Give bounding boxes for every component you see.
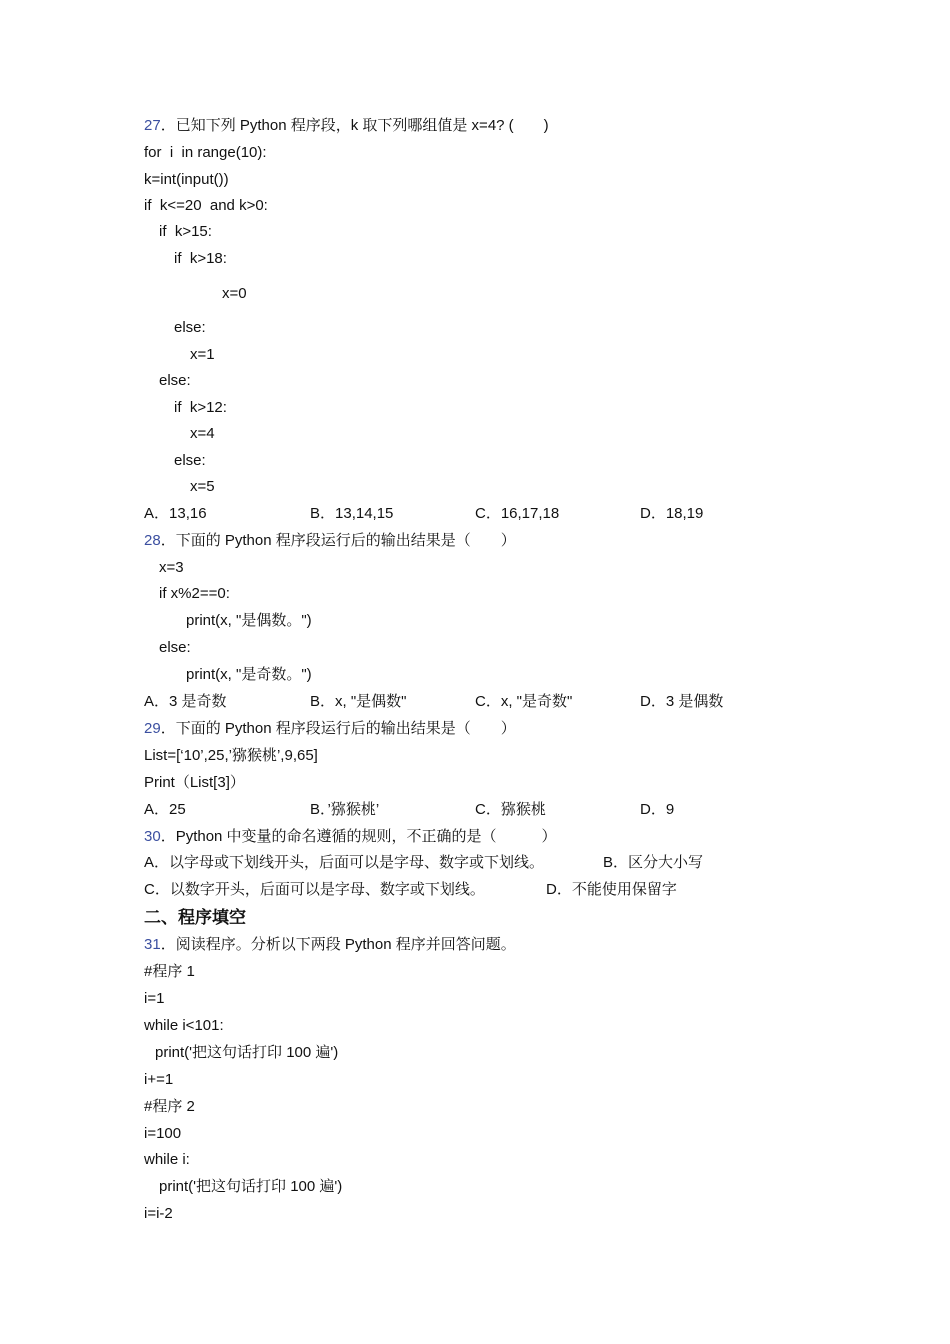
q27-option-a: A．13,16 — [144, 505, 207, 522]
q31-code-line: #程序 2 — [144, 1098, 195, 1115]
q30-number: 30 — [144, 828, 161, 845]
q27-option-d: D．18,19 — [640, 505, 704, 522]
q27-code-line: for i in range(10): — [144, 144, 267, 161]
q27-number: 27 — [144, 117, 161, 134]
q31-number: 31 — [144, 936, 161, 953]
q27-option-c: C．16,17,18 — [475, 505, 560, 522]
q30-stem-text: ．Python 中变量的命名遵循的规则，不正确的是（ ） — [160, 828, 557, 845]
q28-option-c: C．x, "是奇数" — [475, 693, 573, 710]
q30-option-a: A．以字母或下划线开头，后面可以是字母、数字或下划线。 — [144, 854, 545, 871]
q28-code-line: else: — [159, 639, 191, 656]
q29-option-a: A．25 — [144, 801, 186, 818]
q28-code-line: x=3 — [159, 559, 184, 576]
q31-code-line: while i<101: — [144, 1017, 224, 1034]
q27-code-line: if k>18: — [174, 250, 227, 267]
q29-code-line: List=[‘10’,25,’猕猴桃’,9,65] — [144, 747, 318, 764]
q31-code-line: #程序 1 — [144, 963, 195, 980]
q27-code-line: x=0 — [222, 285, 247, 302]
q31-stem-text: ．阅读程序。分析以下两段 Python 程序并回答问题。 — [160, 936, 516, 953]
q30-stem — [144, 827, 557, 847]
q31-code-line: i=i-2 — [144, 1205, 173, 1222]
q29-stem — [144, 719, 516, 739]
section-heading: 二、程序填空 — [144, 908, 246, 927]
q29-option-c: C．猕猴桃 — [475, 801, 546, 818]
q31-code-line: i=100 — [144, 1125, 182, 1142]
q28-code-line: print(x, "是偶数。") — [186, 612, 312, 629]
q28-option-a: A．3 是奇数 — [144, 693, 227, 710]
q29-stem-text: ．下面的 Python 程序段运行后的输出结果是（ ） — [160, 720, 516, 737]
q30-option-d: D．不能使用保留字 — [546, 881, 677, 898]
q29-option-b: B．’猕猴桃’ — [310, 801, 380, 818]
q31-stem — [144, 935, 516, 955]
q30-option-c: C．以数字开头，后面可以是字母、数字或下划线。 — [144, 881, 485, 898]
q27-stem-text: ．已知下列 Python 程序段，k 取下列哪组值是 x=4? ( ) — [160, 117, 549, 134]
q31-code-line: i+=1 — [144, 1071, 174, 1088]
q27-code-line: if k>15: — [159, 223, 212, 240]
q28-option-d: D．3 是偶数 — [640, 693, 724, 710]
q29-option-d: D．9 — [640, 801, 675, 818]
q27-code-line: else: — [174, 319, 206, 336]
q28-code-line: if x%2==0: — [159, 585, 230, 602]
q28-option-b: B．x, "是偶数" — [310, 693, 407, 710]
q27-code-line: x=4 — [190, 425, 215, 442]
q27-code-line: else: — [174, 452, 206, 469]
q27-code-line: x=1 — [190, 346, 215, 363]
q27-code-line: k=int(input()) — [144, 171, 229, 188]
q27-code-line: if k>12: — [174, 399, 227, 416]
q27-code-line: x=5 — [190, 478, 215, 495]
q28-code-line: print(x, "是奇数。") — [186, 666, 312, 683]
q29-code-line: Print（List[3]） — [144, 774, 245, 791]
q28-number: 28 — [144, 532, 161, 549]
q28-stem — [144, 531, 516, 551]
q31-code-line: i=1 — [144, 990, 165, 1007]
q30-option-b: B．区分大小写 — [603, 854, 704, 871]
q27-option-b: B．13,14,15 — [310, 505, 394, 522]
q28-stem-text: ．下面的 Python 程序段运行后的输出结果是（ ） — [160, 532, 516, 549]
q31-code-line: while i: — [144, 1151, 190, 1168]
q31-code-line: print('把这句话打印 100 遍') — [155, 1044, 339, 1061]
q31-code-line: print('把这句话打印 100 遍') — [159, 1178, 343, 1195]
q27-code-line: if k<=20 and k>0: — [144, 197, 268, 214]
q27-code-line: else: — [159, 372, 191, 389]
q27-stem — [144, 116, 549, 136]
q29-number: 29 — [144, 720, 161, 737]
